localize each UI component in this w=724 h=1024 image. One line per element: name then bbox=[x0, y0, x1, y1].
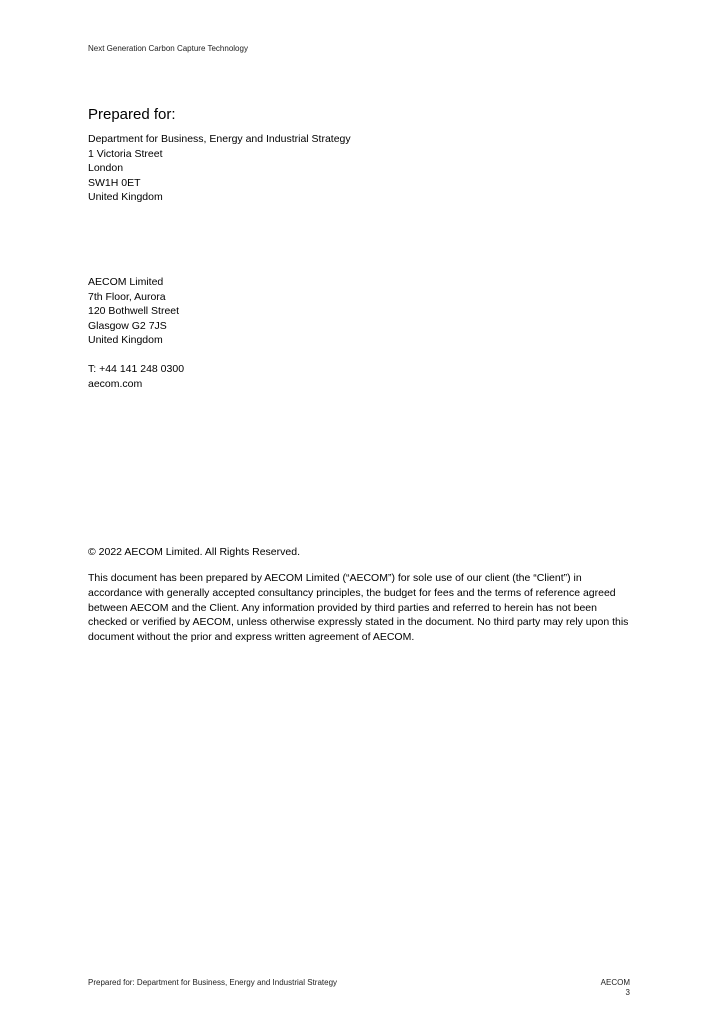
client-address-line: 1 Victoria Street bbox=[88, 147, 163, 160]
client-address-line: London bbox=[88, 162, 124, 175]
aecom-address-line: AECOM Limited bbox=[88, 276, 164, 288]
aecom-address-line: 120 Bothwell Street bbox=[88, 305, 180, 318]
footer-right bbox=[601, 978, 630, 998]
client-address-line: United Kingdom bbox=[88, 191, 163, 204]
phone-number: T: +44 141 248 0300 bbox=[88, 363, 185, 375]
aecom-address-line: United Kingdom bbox=[88, 334, 163, 347]
page-header: Next Generation Carbon Capture Technology bbox=[88, 44, 248, 53]
page-number: 3 bbox=[625, 988, 630, 997]
website-text: aecom.com bbox=[88, 377, 143, 390]
copyright-notice: © 2022 AECOM Limited. All Rights Reserved. bbox=[88, 546, 300, 558]
contact-details bbox=[88, 362, 184, 391]
disclaimer-paragraph: This document has been prepared by AECOM Limited (“AECOM”) for sole use of our client (the “Client”) in accordance with generally accepted consultancy principles, the budget for fees and the terms of reference agreed between AECOM and the Client. Any information provided by third parties and referred to herein has not been checked or verified by AECOM, unless otherwise expressly stated in the document. No third party may rely upon this document without the prior and express written agreement of AECOM. bbox=[88, 572, 629, 644]
client-address bbox=[88, 132, 351, 205]
client-address-line: Department for Business, Energy and Industrial Strategy bbox=[88, 133, 351, 145]
footer-prepared-for: Prepared for: Department for Business, Energy and Industrial Strategy bbox=[88, 978, 338, 987]
aecom-address bbox=[88, 275, 179, 348]
aecom-address-line: Glasgow G2 7JS bbox=[88, 319, 167, 332]
client-address-line: SW1H 0ET bbox=[88, 176, 141, 189]
prepared-for-heading: Prepared for: bbox=[88, 106, 176, 123]
footer-company: AECOM bbox=[600, 978, 630, 987]
aecom-address-line: 7th Floor, Aurora bbox=[88, 290, 166, 303]
